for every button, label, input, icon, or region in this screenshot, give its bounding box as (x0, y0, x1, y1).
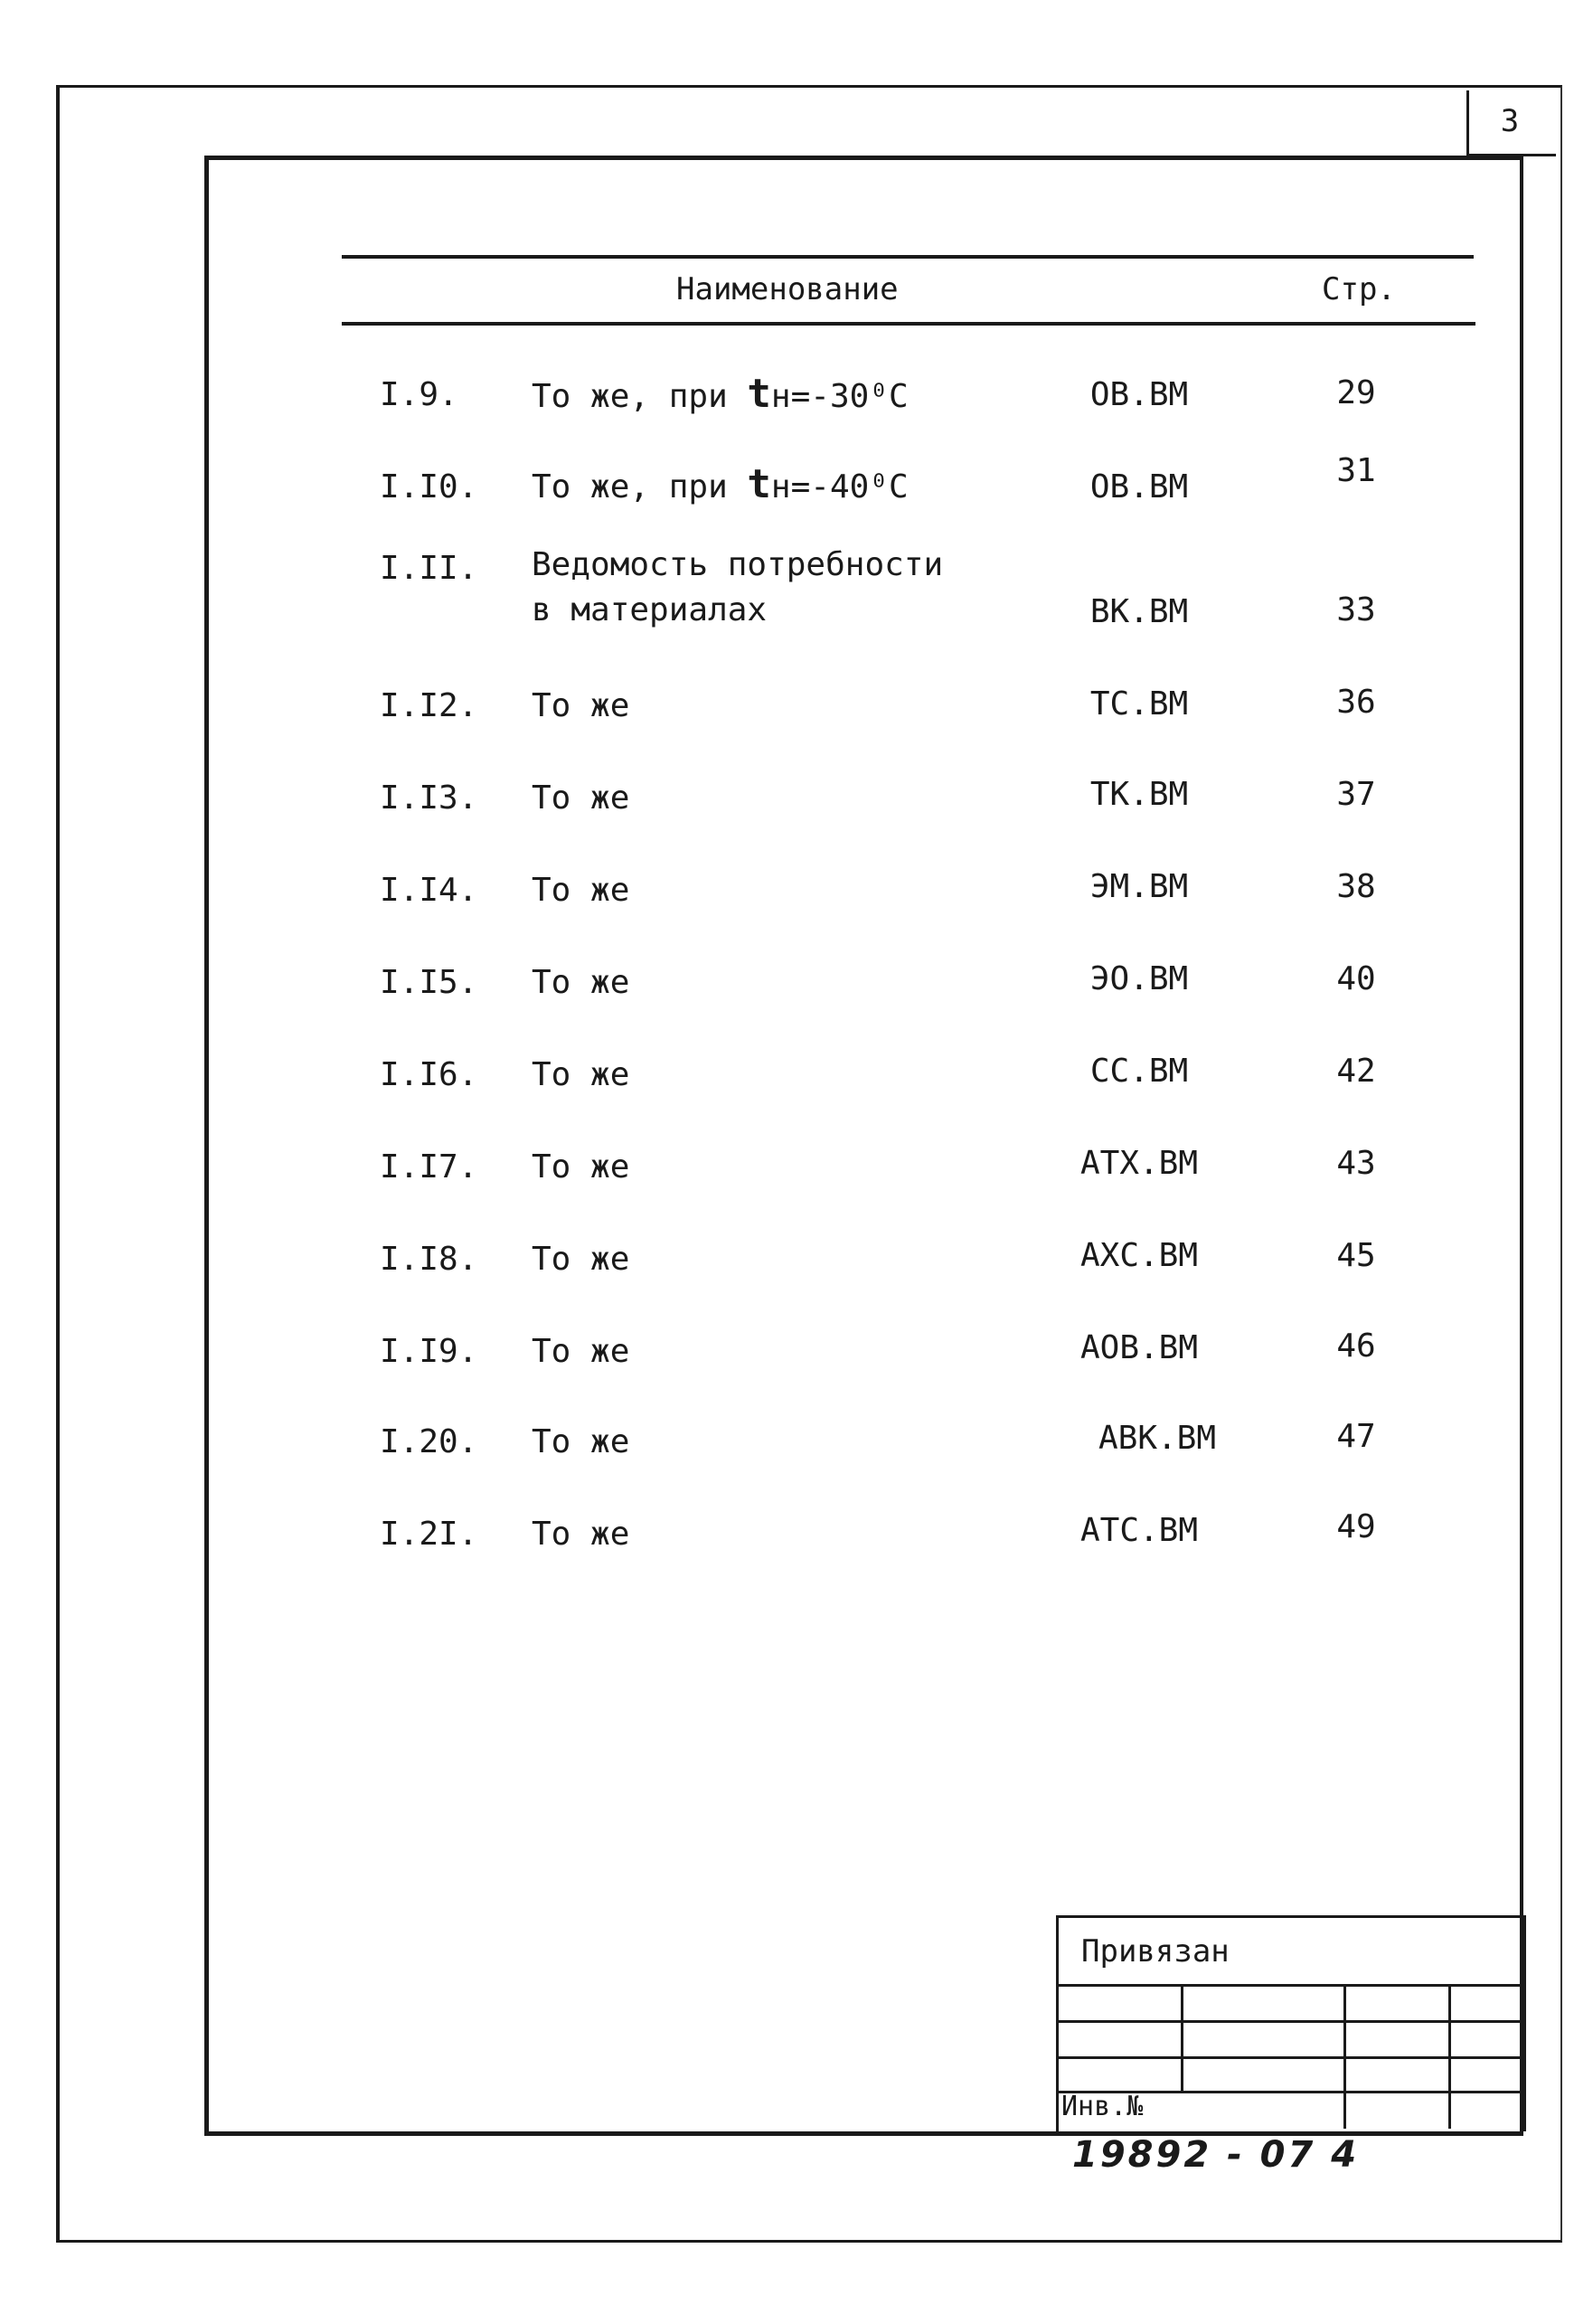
title-block-vline (1343, 1984, 1346, 2129)
row-number: I.I3. (380, 779, 478, 817)
row-title: То же (532, 964, 630, 1001)
row-page: 36 (1336, 684, 1376, 721)
row-code: ОВ.ВМ (1089, 376, 1189, 413)
header-top-rule (342, 255, 1474, 259)
inventory-label: Инв.№ (1061, 2091, 1144, 2122)
row-number: I.I2. (380, 687, 478, 724)
row-title (532, 371, 909, 417)
temperature-value: н=-30⁰C (770, 378, 909, 415)
row-title (532, 461, 909, 507)
row-title-continued: в материалах (532, 591, 768, 628)
title-block-hline (1056, 2020, 1523, 2023)
row-code: ЭО.ВМ (1089, 960, 1189, 997)
row-page: 29 (1336, 374, 1376, 411)
row-title: То же (532, 1056, 630, 1093)
temperature-symbol: t (747, 461, 771, 507)
row-code: ТС.ВМ (1089, 685, 1189, 723)
row-code: ТК.ВМ (1089, 776, 1189, 813)
row-title: Ведомость потребности (532, 546, 944, 583)
row-number: I.I7. (380, 1148, 478, 1186)
row-code: ЭМ.ВМ (1089, 868, 1189, 905)
row-number: I.I0. (380, 468, 478, 505)
row-title: То же (532, 779, 630, 817)
row-page: 47 (1336, 1418, 1376, 1455)
row-page: 42 (1336, 1053, 1376, 1090)
inventory-number: 19892 - 07 4 (1072, 2134, 1360, 2176)
header-page-label: Стр. (1322, 271, 1396, 307)
header-bottom-rule (342, 322, 1475, 326)
row-number: I.I6. (380, 1056, 478, 1093)
row-code: АТХ.ВМ (1079, 1145, 1199, 1182)
title-block-vline (1181, 1984, 1183, 2091)
row-title: То же (532, 1241, 630, 1278)
row-number: I.I8. (380, 1241, 478, 1278)
title-block-vline (1448, 1984, 1451, 2129)
title-block-hline (1056, 1984, 1523, 1987)
row-code: ОВ.ВМ (1089, 468, 1189, 505)
row-code: АОВ.ВМ (1079, 1329, 1199, 1366)
row-code: СС.ВМ (1089, 1053, 1189, 1090)
row-title: То же (532, 1423, 630, 1460)
row-title-text: То же, при (532, 378, 748, 415)
row-number: I.I4. (380, 872, 478, 909)
title-block-hline (1056, 2056, 1523, 2059)
row-title: То же (532, 1148, 630, 1186)
row-code: АВК.ВМ (1098, 1420, 1217, 1457)
temperature-value: н=-40⁰C (770, 468, 909, 505)
row-code: АТС.ВМ (1079, 1512, 1199, 1549)
row-code: ВК.ВМ (1089, 593, 1189, 630)
row-number: I.9. (380, 376, 458, 413)
temperature-symbol: t (747, 371, 771, 417)
row-page: 33 (1336, 591, 1376, 628)
header-name-label: Наименование (676, 271, 899, 307)
row-page: 46 (1336, 1327, 1376, 1365)
row-title-text: То же, при (532, 468, 748, 505)
row-title: То же (532, 872, 630, 909)
row-number: I.II. (380, 550, 478, 587)
row-number: I.20. (380, 1423, 478, 1460)
row-number: I.I5. (380, 964, 478, 1001)
row-title: То же (532, 1333, 630, 1370)
title-block-label: Привязан (1081, 1933, 1230, 1970)
row-page: 45 (1336, 1237, 1376, 1274)
row-page: 37 (1336, 776, 1376, 813)
row-page: 31 (1336, 452, 1376, 489)
sheet-number: 3 (1500, 103, 1520, 139)
row-page: 40 (1336, 960, 1376, 997)
row-number: I.2I. (380, 1516, 478, 1553)
row-code: АХС.ВМ (1079, 1237, 1199, 1274)
row-title: То же (532, 687, 630, 724)
row-page: 38 (1336, 868, 1376, 905)
row-number: I.I9. (380, 1333, 478, 1370)
row-title: То же (532, 1516, 630, 1553)
row-page: 43 (1336, 1145, 1376, 1182)
row-page: 49 (1336, 1508, 1376, 1545)
